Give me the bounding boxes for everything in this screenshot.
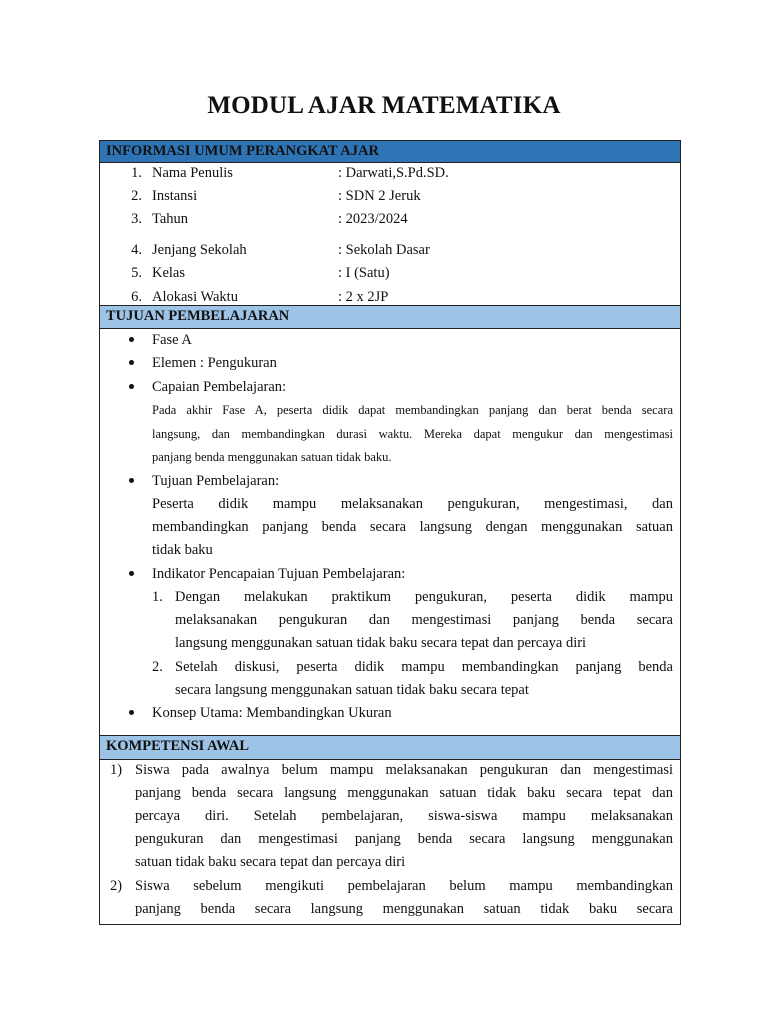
info-row-value: : Sekolah Dasar (338, 242, 430, 258)
tujuan-line: tidak baku (152, 542, 213, 558)
info-row-value: : 2 x 2JP (338, 289, 389, 305)
info-row-number: 3. (131, 211, 142, 227)
info-row-label: Jenjang Sekolah (152, 242, 247, 258)
kompetensi-number: 1) (110, 762, 123, 778)
info-row-number: 1. (131, 165, 142, 181)
info-row-number: 5. (131, 265, 142, 281)
info-row-label: Instansi (152, 188, 198, 204)
bullet-item (129, 563, 669, 586)
indikator-line: langsung menggunakan satuan tidak baku secara tepat dan percaya diri (175, 635, 587, 651)
tujuan-label: Tujuan Pembelajaran: (152, 473, 280, 489)
kompetensi-line: panjang benda secara langsung menggunakan satuan tidak baku secara (135, 901, 673, 917)
info-row-label: Tahun (152, 211, 189, 227)
info-row (100, 186, 680, 206)
info-row-label: Kelas (152, 265, 186, 281)
kompetensi-line: Siswa sebelum mengikuti pembelajaran belum mampu membandingkan (135, 878, 673, 894)
indikator-line: Setelah diskusi, peserta didik mampu membandingkan panjang benda (175, 659, 673, 675)
info-row (100, 209, 680, 229)
bullet-item (129, 702, 669, 725)
info-row-label: Alokasi Waktu (152, 289, 238, 305)
indikator-number: 1. (152, 589, 163, 605)
info-row-value: : I (Satu) (338, 265, 390, 281)
indikator-line: Dengan melakukan praktikum pengukuran, peserta didik mampu (175, 589, 673, 605)
capaian-label: Capaian Pembelajaran: (152, 379, 287, 395)
bullet-item (129, 470, 669, 493)
fase-text: Fase A (152, 332, 192, 348)
info-row-value: : 2023/2024 (338, 211, 408, 227)
capaian-line: Pada akhir Fase A, peserta didik dapat membandingkan panjang dan berat benda secara (152, 403, 673, 417)
indikator-line: secara langsung menggunakan satuan tidak baku secara tepat (175, 682, 529, 698)
info-row (100, 163, 680, 183)
bullet-item (129, 329, 669, 352)
bullet-item (129, 376, 669, 399)
indikator-number: 2. (152, 659, 163, 675)
module-table (99, 140, 681, 925)
tujuan-line: membandingkan panjang benda secara langsung dengan menggunakan satuan (152, 519, 673, 535)
info-row-label: Nama Penulis (152, 165, 233, 181)
capaian-line: langsung, dan membandingkan durasi waktu. Mereka dapat mengukur dan mengestimasi (152, 427, 673, 441)
indikator-line: melaksanakan pengukuran dan mengestimasi panjang benda secara (175, 612, 673, 628)
konsep-text: Konsep Utama: Membandingkan Ukuran (152, 705, 392, 721)
info-row-value: : SDN 2 Jeruk (338, 188, 421, 204)
info-row (100, 287, 680, 307)
bullet-item (129, 352, 669, 375)
kompetensi-line: panjang benda secara langsung menggunakan satuan tidak baku secara tepat dan (135, 785, 673, 801)
kompetensi-number: 2) (110, 878, 123, 894)
indikator-label: Indikator Pencapaian Tujuan Pembelajaran: (152, 566, 406, 582)
tujuan-line: Peserta didik mampu melaksanakan pengukuran, mengestimasi, dan (152, 496, 673, 512)
info-row (100, 263, 680, 283)
info-row-value: : Darwati,S.Pd.SD. (338, 165, 449, 181)
info-row-number: 2. (131, 188, 142, 204)
kompetensi-line: pengukuran dan mengestimasi panjang benda secara langsung menggunakan (135, 831, 673, 847)
kompetensi-line: percaya diri. Setelah pembelajaran, siswa-siswa mampu melaksanakan (135, 808, 673, 824)
kompetensi-line: Siswa pada awalnya belum mampu melaksanakan pengukuran dan mengestimasi (135, 762, 673, 778)
info-row-number: 6. (131, 289, 142, 305)
kompetensi-section-header: KOMPETENSI AWAL (100, 735, 680, 760)
info-row (100, 240, 680, 260)
tujuan-section-header: TUJUAN PEMBELAJARAN (100, 305, 680, 329)
document-title: MODUL AJAR MATEMATIKA (207, 92, 561, 119)
kompetensi-line: satuan tidak baku secara tepat dan percaya diri (135, 854, 406, 870)
info-row-number: 4. (131, 242, 142, 258)
info-section-header: INFORMASI UMUM PERANGKAT AJAR (100, 141, 680, 163)
elemen-text: Elemen : Pengukuran (152, 355, 277, 371)
capaian-line: panjang benda menggunakan satuan tidak baku. (152, 450, 392, 464)
